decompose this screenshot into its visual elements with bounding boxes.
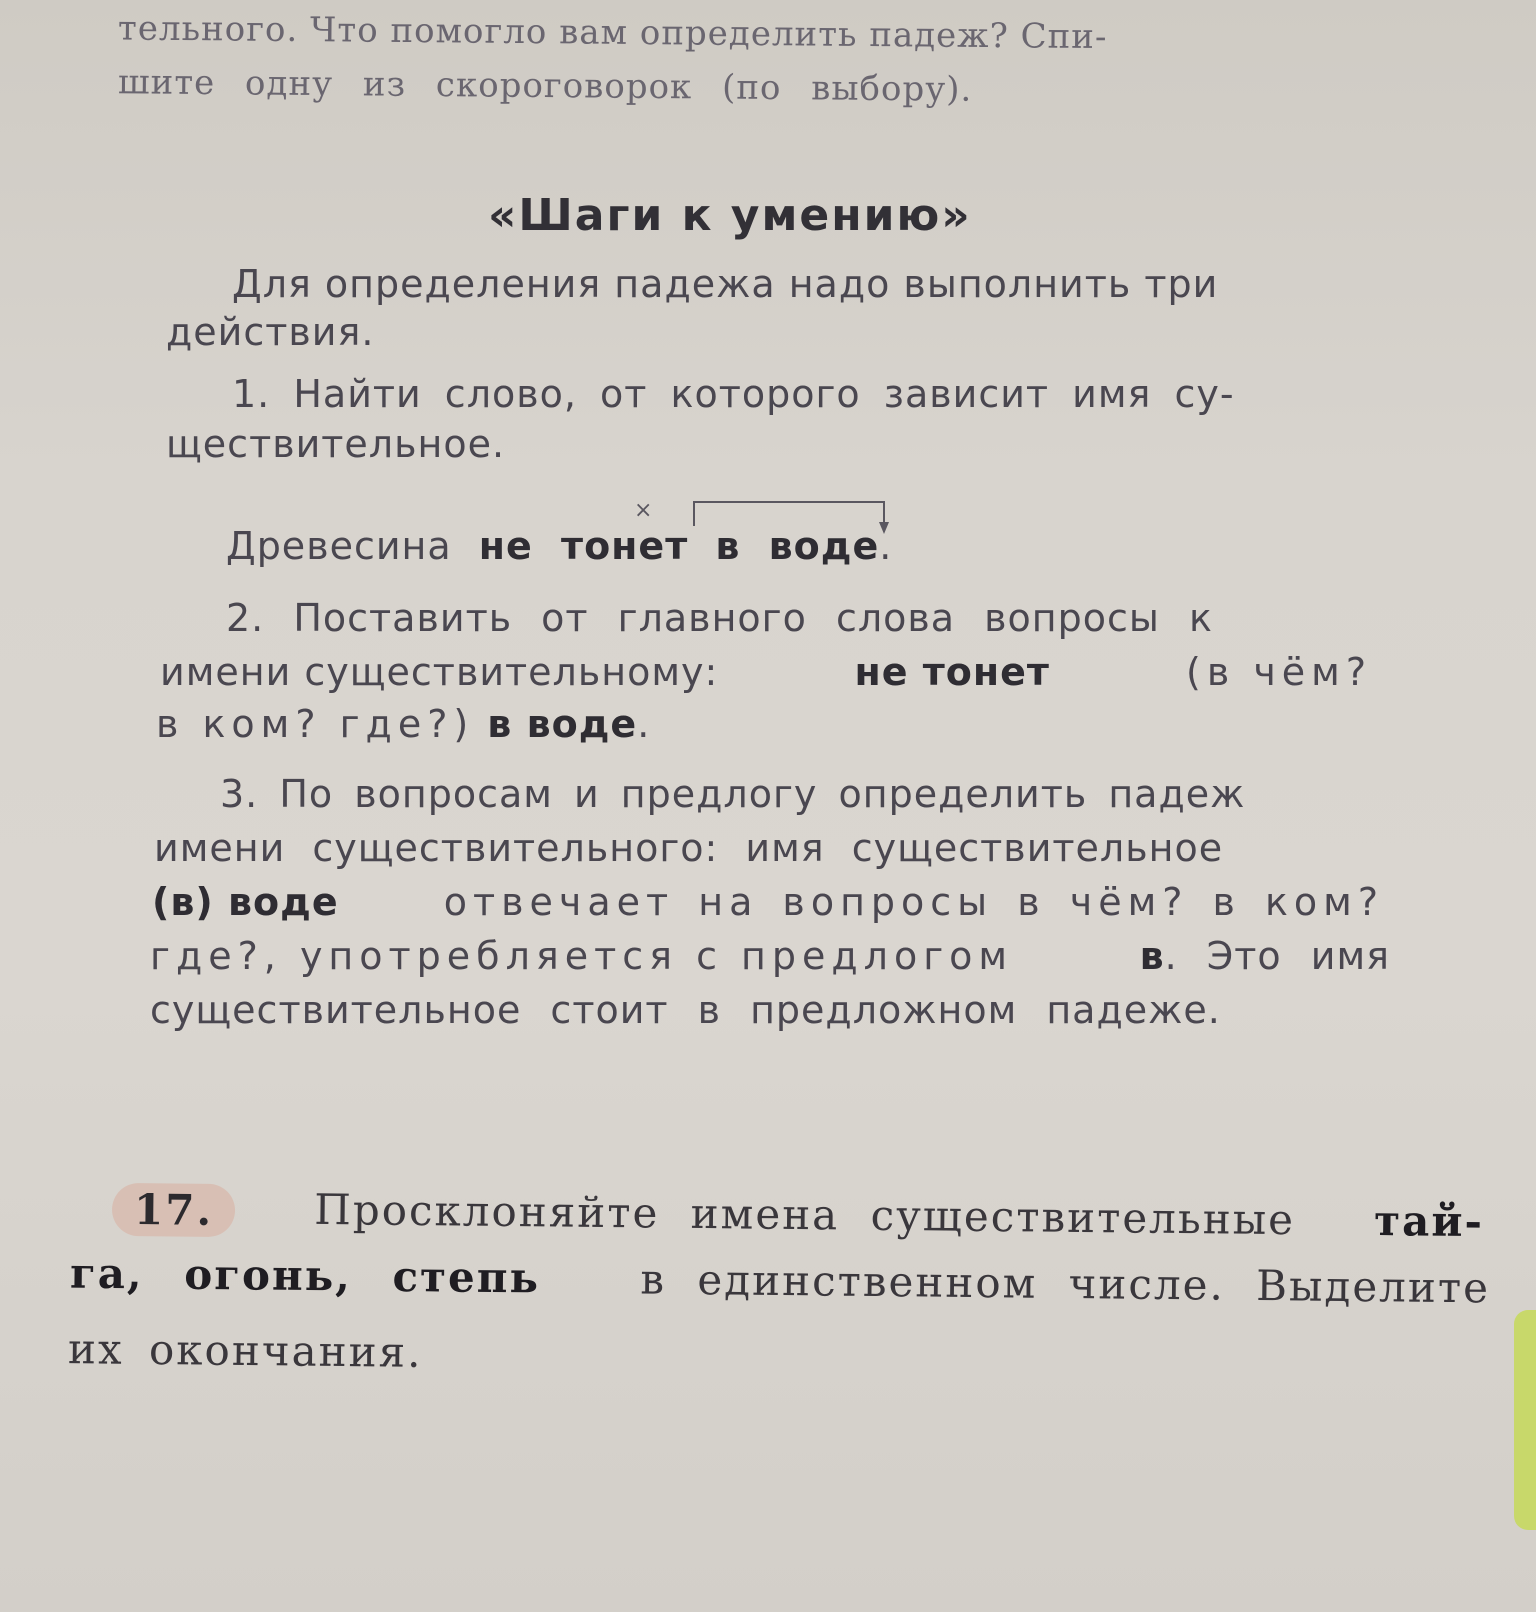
exercise-text-2b: в единственном числе. Выделите [640,1254,1491,1313]
step2-text-2c: (в чём? [1186,650,1372,694]
step2-text-3a: в ком? где?) [156,702,475,746]
exercise-line-3: их окончания. [67,1324,423,1377]
step2-text-2a: имени существительному: [160,650,719,694]
exercise-line-2 [70,1249,1490,1313]
step3-text-1: 3. По вопросам и предлогу определить падеж [220,772,1246,816]
exercise-text-2a: га, огонь, степь [69,1248,541,1303]
top-text-1: тельного. Что помогло вам определить падеж? Спи- [117,8,1108,58]
example-word-dependent: в воде [715,524,880,568]
step3-text-2: имени существительного: имя существительное [154,826,1224,870]
example-sentence [226,524,892,568]
example-word-main: не тонет [478,524,689,568]
exercise-number: 17. [112,1183,236,1237]
intro-line-1 [232,262,1344,306]
step3-text-4a: где?, употребляется с предлогом [150,934,1014,978]
page-edge-tab [1514,1310,1536,1530]
example-period: . [879,524,893,568]
step2-text-3b: в воде [487,702,638,746]
step3-line-2 [154,826,1382,870]
intro-line-2: действия. [166,310,375,354]
step2-line-2 [160,650,1372,694]
step3-line-4 [150,934,1390,978]
step3-text-4b: в [1139,934,1165,978]
top-text-line-1 [118,8,1388,59]
step2-line-3 [156,702,650,746]
top-text-2: шите одну из скороговорок (по выбору). [117,62,973,110]
step1-line-1: 1. Найти слово, от которого зависит имя су- [232,372,1235,416]
step1-line-2: ществительное. [166,422,506,466]
step3-line-5: существительное стоит в предложном падеже. [150,988,1221,1032]
example-word-normal: Древесина [226,524,452,568]
step3-text-4c: . Это имя [1164,934,1390,978]
step3-line-3 [152,880,1384,924]
exercise-line-1 [112,1183,1484,1250]
step2-text-3c: . [637,702,651,746]
top-text-line-2 [118,62,973,109]
step2-text-1: 2. Поставить от главного слова вопросы к [226,596,1213,640]
step3-text-3b: отвечает на вопросы в чём? в ком? [443,880,1384,924]
step3-line-1 [220,772,1380,816]
main-word-mark: × [634,498,653,523]
step2-text-2b: не тонет [854,650,1050,694]
intro-text-1: Для определения падежа надо выполнить три [232,262,1219,306]
section-title: «Шаги к умению» [488,190,972,241]
exercise-text-1a: Просклоняйте имена существительные [314,1184,1296,1245]
step2-line-1 [226,596,1372,640]
exercise-text-1b: тай- [1373,1196,1485,1247]
step3-text-3a: (в) воде [152,880,339,924]
